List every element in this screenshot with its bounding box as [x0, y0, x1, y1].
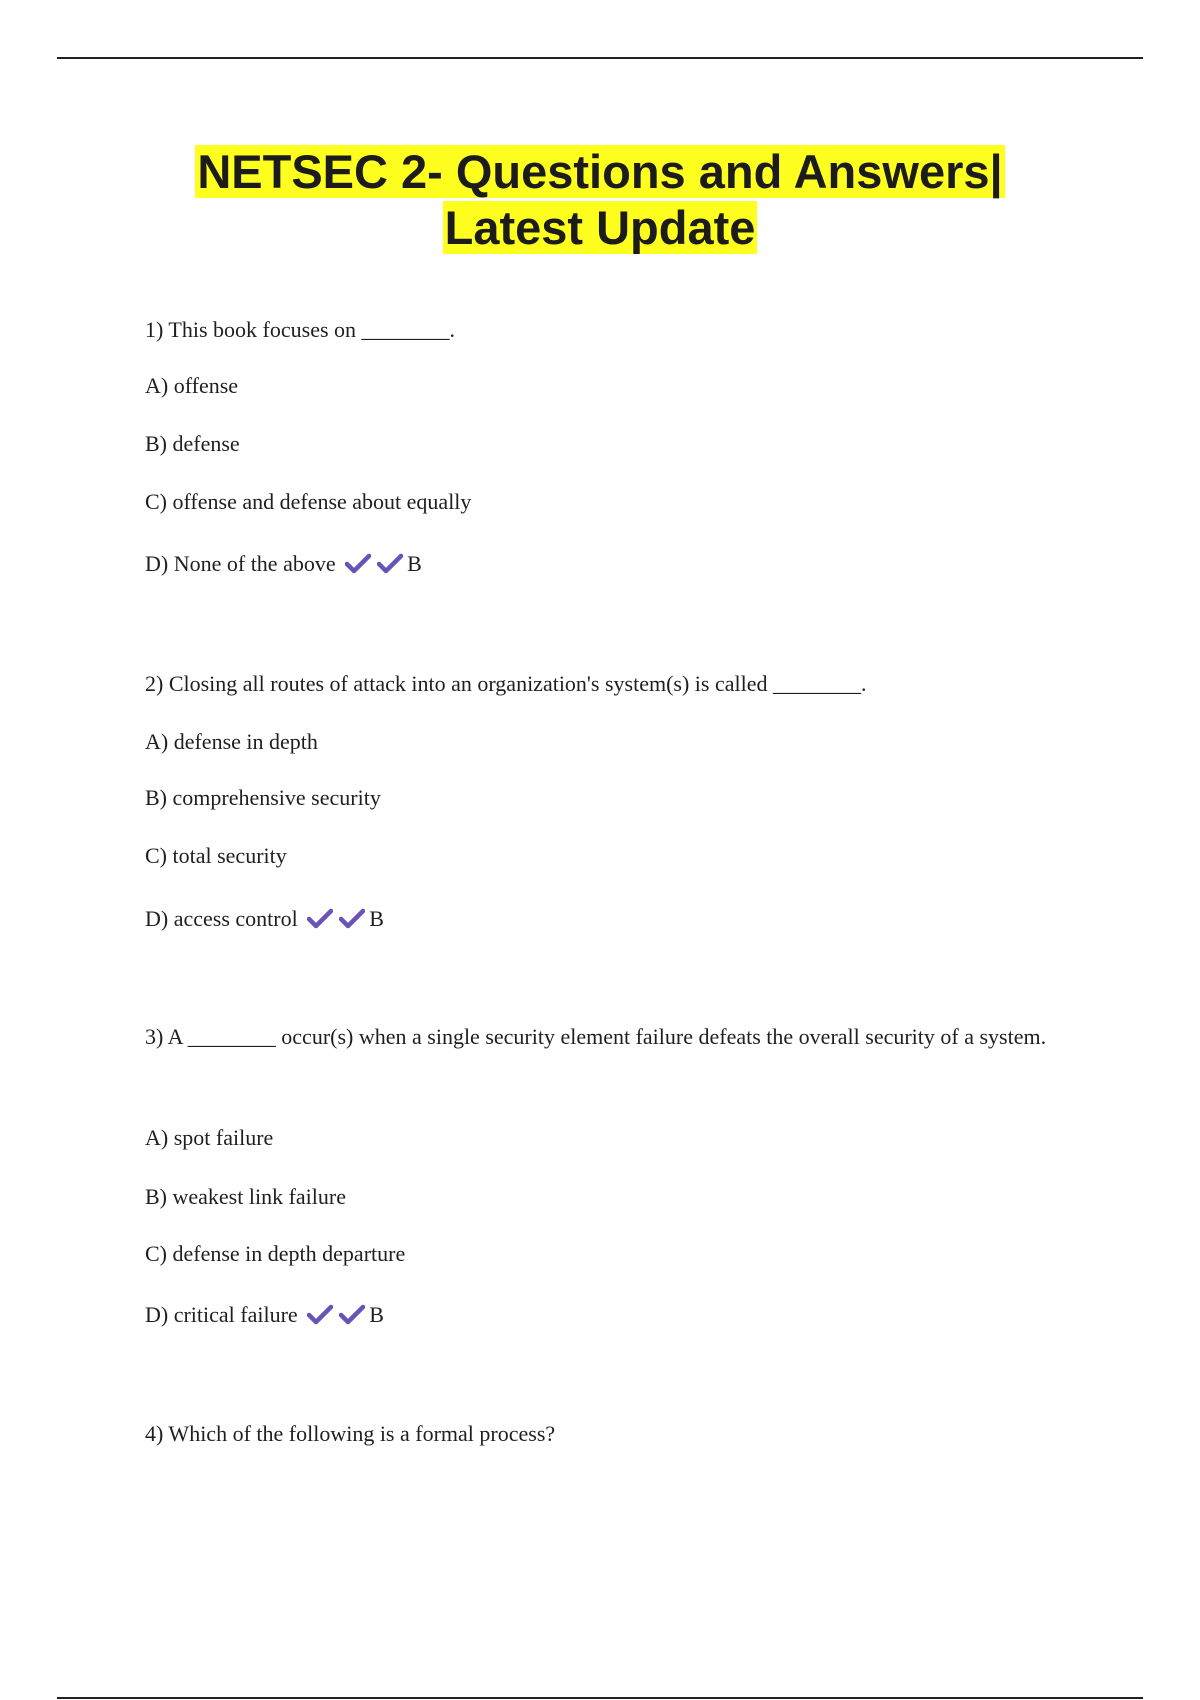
question-4-text: 4) Which of the following is a formal process?	[145, 1421, 556, 1446]
question-1-option-c: C) offense and defense about equally	[145, 489, 472, 514]
question-3-text: 3) A ________ occur(s) when a single security element failure defeats the overall security of a system.	[145, 1024, 1047, 1049]
question-1-option-d-row	[145, 550, 422, 578]
question-2-option-b: B) comprehensive security	[145, 785, 381, 810]
bottom-rule	[57, 1697, 1143, 1699]
question-2-option-a: A) defense in depth	[145, 729, 318, 754]
title-line-2: Latest Update	[444, 201, 756, 254]
question-2-option-c: C) total security	[145, 843, 287, 868]
question-3-answer: B	[369, 1302, 384, 1327]
question-1-text: 1) This book focuses on ________.	[145, 317, 456, 342]
check-icon	[377, 553, 403, 575]
question-2-option-d: D) access control	[145, 906, 298, 931]
document-title	[100, 144, 1100, 256]
check-icon	[339, 908, 365, 930]
question-3-option-a: A) spot failure	[145, 1125, 274, 1150]
question-1-option-a: A) offense	[145, 373, 239, 398]
question-2-answer: B	[369, 906, 384, 931]
question-2-option-d-row	[145, 905, 384, 933]
question-1-option-b: B) defense	[145, 431, 240, 456]
question-1-answer: B	[407, 551, 422, 576]
question-2-text: 2) Closing all routes of attack into an organization's system(s) is called ________.	[145, 671, 867, 696]
check-icon	[339, 1304, 365, 1326]
question-3-option-c: C) defense in depth departure	[145, 1241, 406, 1266]
check-icon	[345, 553, 371, 575]
question-1-option-d: D) None of the above	[145, 551, 336, 576]
question-3-option-b: B) weakest link failure	[145, 1184, 346, 1209]
check-icon	[307, 908, 333, 930]
question-3-option-d-row	[145, 1301, 384, 1329]
question-3-option-d: D) critical failure	[145, 1302, 298, 1327]
check-icon	[307, 1304, 333, 1326]
top-rule	[57, 57, 1143, 59]
title-line-1: NETSEC 2- Questions and Answers|	[197, 145, 1003, 198]
